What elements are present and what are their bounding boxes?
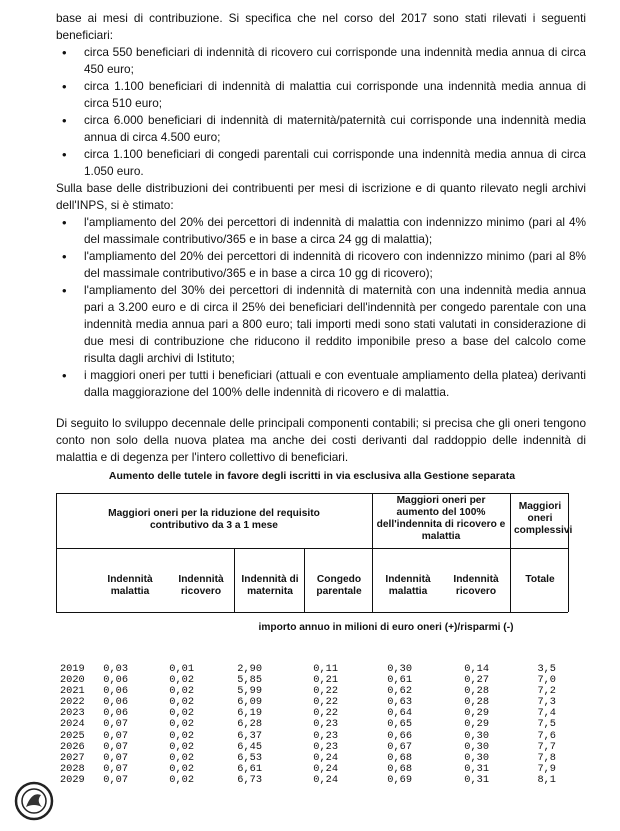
ricovero-2-cell: 0,29 xyxy=(464,718,489,731)
congedo-cell: 0,23 xyxy=(313,740,338,753)
col-header-ricovero: Indennità ricovero xyxy=(178,574,224,597)
table-rule xyxy=(372,493,373,612)
ricovero-cell: 0,02 xyxy=(169,729,194,742)
table-row xyxy=(56,742,568,753)
beneficiari-list xyxy=(56,44,586,180)
congedo-cell: 0,24 xyxy=(313,751,338,764)
ricovero-cell: 0,02 xyxy=(169,773,194,786)
malattia-cell: 0,07 xyxy=(103,740,128,753)
table-rule xyxy=(234,548,235,612)
totale-cell: 7,2 xyxy=(537,685,556,698)
malattia-2-cell: 0,68 xyxy=(387,751,412,764)
totale-cell: 7,3 xyxy=(537,696,556,709)
malattia-cell: 0,06 xyxy=(103,707,128,720)
totale-cell: 8,1 xyxy=(537,773,556,786)
year-cell: 2028 xyxy=(60,762,85,775)
group-header-requisito: Maggiori oneri per la riduzione del requisito contributivo da 3 a 1 mese xyxy=(108,508,320,531)
table-row xyxy=(56,664,568,675)
totale-cell: 7,6 xyxy=(537,729,556,742)
group-header-aumento: Maggiori oneri per aumento del 100% dell'indennita di ricovero e malattia xyxy=(376,495,506,542)
ricovero-2-cell: 0,14 xyxy=(464,663,489,675)
congedo-cell: 0,23 xyxy=(313,718,338,731)
col-header-congedo: Congedo parentale xyxy=(316,574,362,597)
malattia-2-cell: 0,67 xyxy=(387,740,412,753)
malattia-cell: 0,03 xyxy=(103,663,128,675)
maternita-cell: 2,90 xyxy=(237,663,262,675)
table-row xyxy=(56,675,568,686)
maternita-cell: 6,61 xyxy=(237,762,262,775)
ricovero-cell: 0,02 xyxy=(169,762,194,775)
totale-cell: 7,8 xyxy=(537,751,556,764)
malattia-2-cell: 0,69 xyxy=(387,773,412,786)
units-caption: importo annuo in milioni di euro oneri (+)/risparmi (-) xyxy=(258,622,514,633)
ricovero-2-cell: 0,27 xyxy=(464,674,489,687)
malattia-2-cell: 0,66 xyxy=(387,729,412,742)
table-rule xyxy=(510,493,511,612)
year-cell: 2022 xyxy=(60,696,85,709)
malattia-2-cell: 0,64 xyxy=(387,707,412,720)
ricovero-2-cell: 0,28 xyxy=(464,696,489,709)
table-rule xyxy=(304,548,305,612)
congedo-cell: 0,22 xyxy=(313,685,338,698)
malattia-cell: 0,07 xyxy=(103,773,128,786)
year-cell: 2023 xyxy=(60,707,85,720)
col-header-maternita: Indennità di maternita xyxy=(241,574,299,597)
malattia-2-cell: 0,63 xyxy=(387,696,412,709)
ricovero-cell: 0,02 xyxy=(169,740,194,753)
list-item: • l'ampliamento del 20% dei percettori di indennità di ricovero con indennizzo minimo (pari al 8% del massimale contributivo/365 e in base a circa 10 gg di ricovero); xyxy=(56,248,586,282)
table-row xyxy=(56,697,568,708)
maternita-cell: 6,28 xyxy=(237,718,262,731)
malattia-cell: 0,06 xyxy=(103,696,128,709)
ricovero-2-cell: 0,29 xyxy=(464,707,489,720)
malattia-cell: 0,07 xyxy=(103,729,128,742)
table-row xyxy=(56,719,568,730)
malattia-cell: 0,06 xyxy=(103,685,128,698)
malattia-2-cell: 0,68 xyxy=(387,762,412,775)
malattia-cell: 0,07 xyxy=(103,751,128,764)
stime-list xyxy=(56,214,586,401)
malattia-2-cell: 0,62 xyxy=(387,685,412,698)
table-body xyxy=(56,664,568,786)
congedo-cell: 0,22 xyxy=(313,696,338,709)
stima-intro-paragraph: Sulla base delle distribuzioni dei contribuenti per mesi di iscrizione e di quanto rilevato negli archivi dell'INPS, si è stimato: xyxy=(56,181,586,212)
list-item: • l'ampliamento del 30% dei percettori di indennità di maternità con una indennità media annua pari a 3.200 euro e di circa il 25% dei beneficiari dell'indennità per congedo parentale con una indennità media annua pari a 800 euro; tali importi medi sono stati valutati in considerazione di due mesi di contribuzione che riducono il reddito imponibile preso a base del calcolo come risulta dagli archivi di Istituto; xyxy=(56,282,586,367)
table-row xyxy=(56,764,568,775)
table-rule xyxy=(568,493,569,612)
year-cell: 2026 xyxy=(60,740,85,753)
congedo-cell: 0,23 xyxy=(313,729,338,742)
table-rule xyxy=(56,612,568,613)
year-cell: 2021 xyxy=(60,685,85,698)
malattia-2-cell: 0,65 xyxy=(387,718,412,731)
body-text xyxy=(56,10,586,466)
ricovero-2-cell: 0,30 xyxy=(464,740,489,753)
seguito-paragraph: Di seguito lo sviluppo decennale delle principali componenti contabili; si precisa che gli oneri tengono conto non solo della nuova platea ma anche dei costi derivanti dal raddoppio delle indennità di malattia e di degenza per l'intero collettivo di beneficiari. xyxy=(56,416,586,464)
list-item: • circa 1.100 beneficiari di congedi parentali cui corrisponde una indennità media annua di circa 1.050 euro. xyxy=(56,146,586,180)
maternita-cell: 6,53 xyxy=(237,751,262,764)
maternita-cell: 6,73 xyxy=(237,773,262,786)
table-rule xyxy=(56,493,57,612)
maternita-cell: 6,19 xyxy=(237,707,262,720)
maternita-cell: 5,99 xyxy=(237,685,262,698)
table-row xyxy=(56,775,568,786)
maternita-cell: 6,37 xyxy=(237,729,262,742)
malattia-cell: 0,06 xyxy=(103,674,128,687)
col-header-malattia: Indennità malattia xyxy=(107,574,153,597)
ricovero-2-cell: 0,30 xyxy=(464,751,489,764)
congedo-cell: 0,24 xyxy=(313,773,338,786)
maternita-cell: 6,09 xyxy=(237,696,262,709)
ricovero-cell: 0,01 xyxy=(169,663,194,675)
ricovero-2-cell: 0,30 xyxy=(464,729,489,742)
congedo-cell: 0,11 xyxy=(313,663,338,675)
malattia-cell: 0,07 xyxy=(103,762,128,775)
ricovero-cell: 0,02 xyxy=(169,685,194,698)
ricovero-cell: 0,02 xyxy=(169,696,194,709)
totale-cell: 3,5 xyxy=(537,663,556,675)
year-cell: 2020 xyxy=(60,674,85,687)
totale-cell: 7,7 xyxy=(537,740,556,753)
totale-cell: 7,5 xyxy=(537,718,556,731)
list-item: • circa 1.100 beneficiari di indennità di malattia cui corrisponde una indennità media annua di circa 510 euro; xyxy=(56,78,586,112)
congedo-cell: 0,22 xyxy=(313,707,338,720)
year-cell: 2024 xyxy=(60,718,85,731)
totale-cell: 7,0 xyxy=(537,674,556,687)
maternita-cell: 6,45 xyxy=(237,740,262,753)
list-item: • l'ampliamento del 20% dei percettori di indennità di malattia con indennizzo minimo (pari al 4% del massimale contributivo/365 e in base a circa 24 gg di malattia); xyxy=(56,214,586,248)
col-header-totale: Totale xyxy=(525,574,555,585)
year-cell: 2027 xyxy=(60,751,85,764)
list-item: • i maggiori oneri per tutti i beneficiari (attuali e con eventuale ampliamento della platea) derivanti dalla maggiorazione del 100% delle indennità di ricovero e di malattia. xyxy=(56,367,586,401)
intro-paragraph: base ai mesi di contribuzione. Si specifica che nel corso del 2017 sono stati rilevati i seguenti beneficiari: xyxy=(56,11,586,42)
totale-cell: 7,9 xyxy=(537,762,556,775)
group-header-complessivi: Maggiori oneri complessivi xyxy=(514,501,573,536)
ricovero-2-cell: 0,28 xyxy=(464,685,489,698)
ricovero-cell: 0,02 xyxy=(169,751,194,764)
ricovero-cell: 0,02 xyxy=(169,718,194,731)
congedo-cell: 0,24 xyxy=(313,762,338,775)
table-row xyxy=(56,753,568,764)
malattia-cell: 0,07 xyxy=(103,718,128,731)
table-row xyxy=(56,731,568,742)
table-title: Aumento delle tutele in favore degli iscritti in via esclusiva alla Gestione separata xyxy=(108,470,516,482)
col-header-ricovero-2: Indennità ricovero xyxy=(453,574,499,597)
ricovero-2-cell: 0,31 xyxy=(464,762,489,775)
maternita-cell: 5,85 xyxy=(237,674,262,687)
ricovero-2-cell: 0,31 xyxy=(464,773,489,786)
year-cell: 2019 xyxy=(60,663,85,675)
malattia-2-cell: 0,61 xyxy=(387,674,412,687)
table-rule xyxy=(56,548,568,549)
table-rule xyxy=(56,493,568,494)
list-item: • circa 6.000 beneficiari di indennità di maternità/paternità cui corrisponde una indennità media annua di circa 4.500 euro; xyxy=(56,112,586,146)
year-cell: 2025 xyxy=(60,729,85,742)
ricovero-cell: 0,02 xyxy=(169,707,194,720)
congedo-cell: 0,21 xyxy=(313,674,338,687)
ricovero-cell: 0,02 xyxy=(169,674,194,687)
year-cell: 2029 xyxy=(60,773,85,786)
table-row xyxy=(56,708,568,719)
totale-cell: 7,4 xyxy=(537,707,556,720)
table-row xyxy=(56,686,568,697)
list-item: • circa 550 beneficiari di indennità di ricovero cui corrisponde una indennità media annua di circa 450 euro; xyxy=(56,44,586,78)
col-header-malattia-2: Indennità malattia xyxy=(385,574,431,597)
malattia-2-cell: 0,30 xyxy=(387,663,412,675)
seal-logo xyxy=(14,781,54,821)
